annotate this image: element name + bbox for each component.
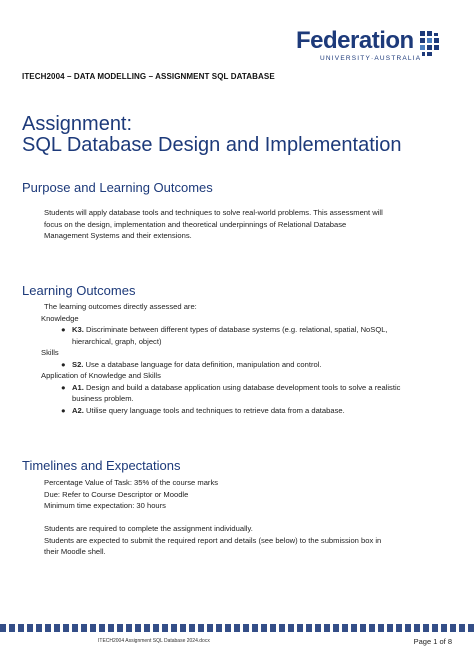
expectation-line: their Moodle shell. [44,547,106,556]
learning-outcomes-body [41,301,414,416]
timelines-body [44,477,414,558]
course-header: ITECH2004 – DATA MODELLING – ASSIGNMENT SQL DATABASE [22,72,275,81]
logo-subtitle: UNIVERSITY·AUSTRALIA [320,55,422,62]
outcome-code: S2. [72,359,84,369]
purpose-line: focus on the design, implementation and theoretical underpinnings of Relational Database [44,219,347,229]
timeline-line: Minimum time expectation: 30 hours [44,501,166,510]
assignment-title [22,114,401,156]
outcome-code: A1. [72,382,84,392]
expectation-line: Students are expected to submit the required report and details (see below) to the submission box in [44,535,382,545]
outcome-text: Utilise query language tools and techniques to retrieve data from a database. [83,405,345,415]
bullet-icon: ● [61,325,66,334]
bullet-icon: ● [61,405,66,415]
outcome-text: Design and build a database application using database development tools to solve a realistic business problem. [72,382,401,403]
outcome-code: A2. [72,405,84,415]
footer-file-name: ITECH2004 Assignment SQL Database 2024.docx [98,638,210,644]
footer-pattern-bar [0,624,474,632]
purpose-line: Management Systems and their extensions. [44,231,192,240]
outcome-item-s2 [44,359,414,371]
outcome-item-a2 [44,405,414,417]
skills-label: Skills [41,348,59,357]
purpose-paragraph [44,207,414,242]
title-line-1: Assignment: [22,113,133,135]
timeline-line: Percentage Value of Task: 35% of the course marks [44,478,219,487]
title-line-2: SQL Database Design and Implementation [22,134,402,156]
outcomes-intro: The learning outcomes directly assessed are: [44,302,197,311]
application-label: Application of Knowledge and Skills [41,371,161,380]
paragraph-spacer [44,512,414,524]
outcome-item-k3 [44,324,414,347]
logo-wordmark: Federation [296,27,414,54]
learning-outcomes-heading: Learning Outcomes [22,283,136,298]
purpose-heading: Purpose and Learning Outcomes [22,180,213,195]
logo-grid-icon [420,31,440,57]
knowledge-label: Knowledge [41,313,79,323]
federation-university-logo [296,28,446,72]
outcome-text: Use a database language for data definition, manipulation and control. [83,359,322,369]
timelines-heading: Timelines and Expectations [22,458,181,473]
bullet-icon: ● [61,382,66,392]
purpose-line: Students will apply database tools and techniques to solve real-world problems. This assessment will [44,208,383,217]
outcome-item-a1 [44,382,414,405]
bullet-icon: ● [61,359,66,369]
footer-page-number: Page 1 of 8 [413,637,452,646]
expectation-line: Students are required to complete the assignment individually. [44,524,253,533]
outcome-text: Discriminate between different types of database systems (e.g. relational, spatial, NoSQL, hierarchical, graph, object) [72,325,388,346]
timeline-line: Due: Refer to Course Descriptor or Moodle [44,489,189,499]
outcome-code: K3. [72,325,84,334]
